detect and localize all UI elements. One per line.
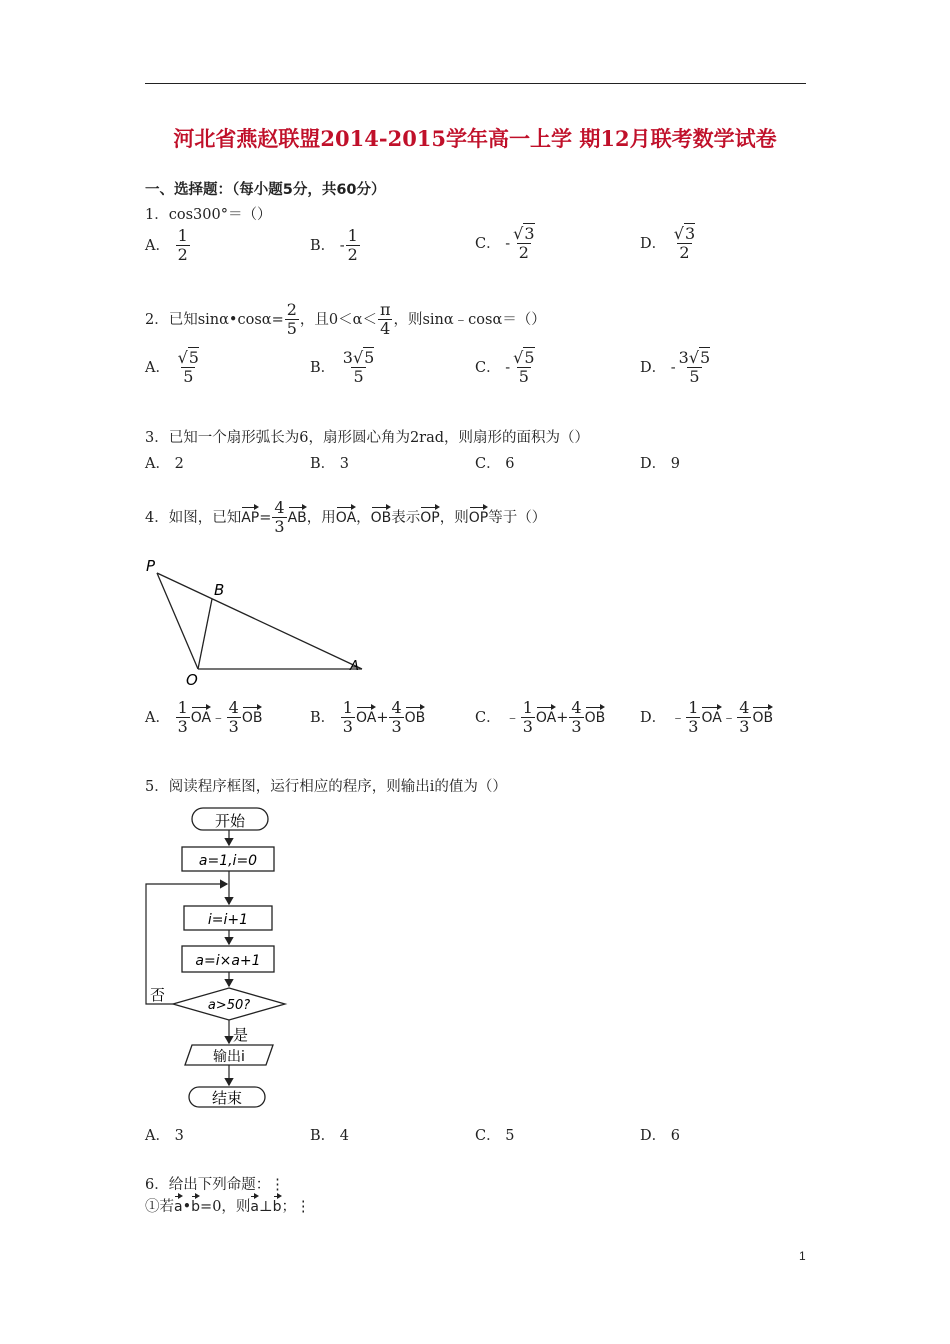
label-b: B bbox=[214, 581, 225, 599]
question-5-stem: 5．阅读程序框图，运行相应的程序，则输出i的值为（） bbox=[145, 779, 507, 795]
question-5-option-b: B． 4 bbox=[310, 1128, 349, 1144]
question-1-option-c: C． - $\frac{√3}{2}$ bbox=[475, 224, 535, 262]
question-3-option-b: B． 3 bbox=[310, 456, 349, 472]
flow-step2-text: a=i×a+1 bbox=[195, 953, 261, 969]
question-4-option-a: A． $\frac{1}{3}$ OA﹣ $\frac{4}{3}$ OB bbox=[145, 698, 263, 736]
line-ob bbox=[198, 599, 212, 669]
question-3-option-c: C． 6 bbox=[475, 456, 515, 472]
question-2-option-a: A． $\frac{√5}{5}$ bbox=[145, 348, 199, 386]
question-3-option-a: A． 2 bbox=[145, 456, 184, 472]
flow-no-label: 否 bbox=[150, 986, 166, 1004]
question-1-stem: 1．cos300°＝（） bbox=[145, 207, 272, 223]
question-6-stem: 6．给出下列命题：⋮ bbox=[145, 1177, 285, 1193]
question-1-option-a: A． $\frac{1}{2}$ bbox=[145, 226, 188, 264]
label-o: O bbox=[186, 671, 198, 689]
flow-end-text: 结束 bbox=[211, 1089, 243, 1107]
question-4-option-b: B． $\frac{1}{3}$ OA+ $\frac{4}{3}$ OB bbox=[310, 698, 426, 736]
question-6-item-1: ①若a•b=0，则a⊥b；⋮ bbox=[145, 1194, 311, 1216]
question-1-option-d: D． $\frac{√3}{2}$ bbox=[640, 224, 696, 262]
header-rule bbox=[145, 83, 806, 84]
flowchart bbox=[140, 800, 300, 1115]
flow-condition-text: a>50? bbox=[207, 998, 251, 1013]
question-4-option-c: C． ﹣ $\frac{1}{3}$ OA+ $\frac{4}{3}$ OB bbox=[475, 698, 606, 736]
question-4-option-d: D． ﹣ $\frac{1}{3}$ OA﹣ $\frac{4}{3}$ OB bbox=[640, 698, 774, 736]
page-number: 1 bbox=[799, 1249, 806, 1263]
question-1-option-b: B． - $\frac{1}{2}$ bbox=[310, 226, 358, 264]
question-2-option-d: D． - $\frac{3√5}{5}$ bbox=[640, 348, 711, 386]
line-pa bbox=[157, 573, 362, 669]
question-3-option-d: D． 9 bbox=[640, 456, 680, 472]
question-2-option-b: B． $\frac{3√5}{5}$ bbox=[310, 348, 375, 386]
triangle-figure bbox=[140, 555, 380, 690]
question-2-stem: 2．已知sinα•cosα= $\frac{2}{5}$ ，且0＜α＜ $\frac{\pi}{4}$ ，则sinα﹣cosα＝（） bbox=[145, 300, 546, 338]
page-title: 河北省燕赵联盟2014-2015学年高一上学 期12月联考数学试卷 bbox=[173, 126, 777, 151]
question-5-option-c: C． 5 bbox=[475, 1128, 515, 1144]
question-5-option-a: A． 3 bbox=[145, 1128, 184, 1144]
question-2-option-c: C． - $\frac{√5}{5}$ bbox=[475, 348, 535, 386]
section-heading: 一、选择题：（每小题5分，共60分） bbox=[145, 182, 386, 198]
question-4-stem: 4．如图，已知AP= $\frac{4}{3}$ AB，用OA，OB表示OP，则OP等于（） bbox=[145, 498, 547, 536]
label-a: A bbox=[350, 659, 359, 674]
flow-init-text: a=1,i=0 bbox=[198, 853, 258, 869]
flow-start-text: 开始 bbox=[214, 812, 246, 830]
flow-output-text: 输出i bbox=[213, 1049, 245, 1065]
line-po bbox=[157, 573, 198, 669]
flow-yes-label: 是 bbox=[233, 1026, 249, 1044]
flow-step1-text: i=i+1 bbox=[207, 912, 249, 928]
question-3-stem: 3．已知一个扇形弧长为6，扇形圆心角为2rad，则扇形的面积为（） bbox=[145, 430, 590, 446]
label-p: P bbox=[146, 557, 156, 575]
question-5-option-d: D． 6 bbox=[640, 1128, 680, 1144]
